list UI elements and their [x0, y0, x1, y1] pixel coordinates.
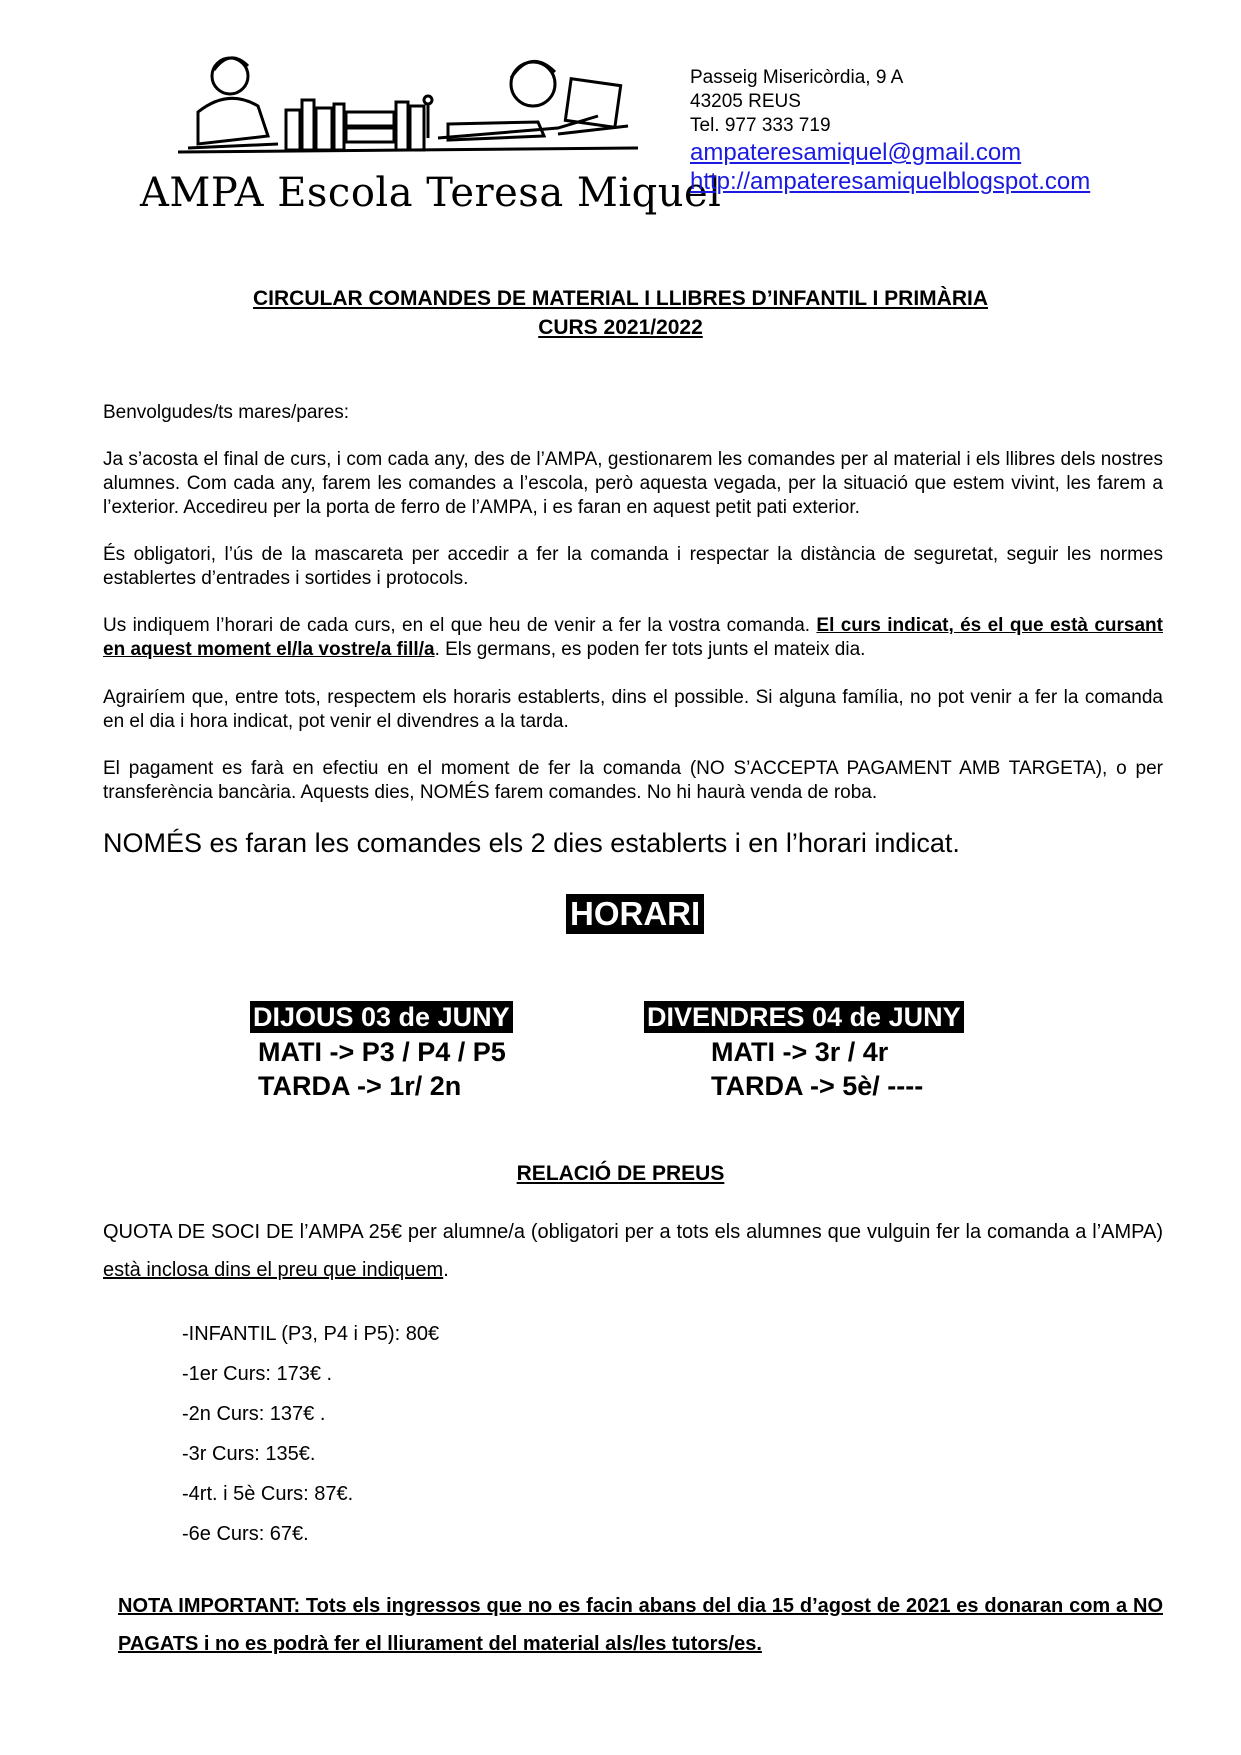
- paragraph-schedule-info: [103, 614, 1163, 662]
- membership-fee-end: .: [443, 1259, 449, 1281]
- membership-fee-main: QUOTA DE SOCI DE l’AMPA 25€ per alumne/a (obligatori per a tots els alumnes que vulguin fer la comanda a l’AMPA): [103, 1221, 1163, 1243]
- ampa-logo-illustration: [178, 52, 638, 162]
- day2-label: DIVENDRES 04 de JUNY: [644, 1001, 964, 1033]
- paragraph-intro: Ja s’acosta el final de curs, i com cada any, des de l’AMPA, gestionarem les comandes per al material i els llibres dels nostres alumnes. Com cada any, farem les comandes a l’escola, però aquesta vegada, per la situació que estem vivint, les farem a l’exterior. Accedireu per la porta de ferro de l’AMPA, i es faran en aquest petit pati exterior.: [103, 449, 1163, 518]
- orders-notice: NOMÉS es faran les comandes els 2 dies establerts i en l’horari indicat.: [103, 828, 960, 858]
- schedule-info-emphasis: El curs indicat, és el que està cursant en aquest moment el/la vostre/a fill/a: [103, 615, 1163, 660]
- paragraph-mask-rules: És obligatori, l’ús de la mascareta per accedir a fer la comanda i respectar la distància de seguretat, seguir les normes establertes d’entrades i sortides i protocols.: [103, 544, 1163, 589]
- price-list: [182, 1314, 439, 1554]
- day1-label: DIJOUS 03 de JUNY: [250, 1001, 513, 1033]
- price-item: -INFANTIL (P3, P4 i P5): 80€: [182, 1323, 440, 1345]
- address-street: Passeig Misericòrdia, 9 A: [690, 67, 904, 88]
- afternoon-hours: TARDA: 15:15 a 17:30: [654, 939, 932, 969]
- price-item: -6e Curs: 67€.: [182, 1523, 309, 1545]
- day2-morning: MATI -> 3r / 4r: [711, 1037, 889, 1067]
- important-note: NOTA IMPORTANT: Tots els ingressos que no es facin abans del dia 15 d’agost de 2021 es donaran com a NO PAGATS i no es podrà fer el lliurament del material als/les tutors/es.: [118, 1595, 1163, 1655]
- prices-heading: RELACIÓ DE PREUS: [516, 1162, 725, 1185]
- price-item: -1er Curs: 173€ .: [182, 1363, 333, 1385]
- phone-number: Tel. 977 333 719: [690, 115, 831, 136]
- organization-logo-text: AMPA Escola Teresa Miquel: [140, 170, 722, 216]
- schedule-info-siblings: . Els germans, es poden fer tots junts el mateix dia.: [434, 639, 866, 660]
- greeting: Benvolgudes/ts mares/pares:: [103, 402, 350, 423]
- membership-fee-included: està inclosa dins el preu que indiquem: [103, 1259, 444, 1281]
- day1-morning: MATI -> P3 / P4 / P5: [258, 1037, 506, 1067]
- address-city: 43205 REUS: [690, 91, 801, 112]
- price-item: -4rt. i 5è Curs: 87€.: [182, 1483, 354, 1505]
- paragraph-payment: El pagament es farà en efectiu en el moment de fer la comanda (NO S’ACCEPTA PAGAMENT AMB TARGETA), o per transferència bancària. Aquests dies, NOMÉS farem comandes. No hi haurà venda de roba.: [103, 758, 1163, 803]
- paragraph-respect-times: Agrairíem que, entre tots, respectem els horaris establerts, dins el possible. Si alguna família, no pot venir a fer la comanda en el dia i hora indicat, pot venir el divendres a la tarda.: [103, 687, 1163, 732]
- schedule-heading: HORARI: [566, 894, 704, 934]
- day2-afternoon: TARDA -> 5è/ ----: [711, 1071, 924, 1101]
- blog-link[interactable]: http://ampateresamiquelblogspot.com: [690, 168, 1091, 195]
- document-title: CIRCULAR COMANDES DE MATERIAL I LLIBRES D’INFANTIL I PRIMÀRIA: [253, 287, 988, 310]
- email-link[interactable]: ampateresamiquel@gmail.com: [690, 139, 1022, 166]
- price-item: -2n Curs: 137€ .: [182, 1403, 326, 1425]
- contact-block: [690, 66, 1090, 196]
- price-item: -3r Curs: 135€.: [182, 1443, 316, 1465]
- document-subtitle: CURS 2021/2022: [538, 316, 703, 339]
- hours-separator: -: [603, 939, 612, 969]
- schedule-info-text: Us indiquem l’horari de cada curs, en el que heu de venir a fer la vostra comanda.: [103, 615, 817, 636]
- membership-fee-text: [103, 1213, 1163, 1289]
- morning-hours: MATI: 8:45 a 12:30: [313, 939, 547, 969]
- day1-afternoon: TARDA -> 1r/ 2n: [258, 1071, 462, 1101]
